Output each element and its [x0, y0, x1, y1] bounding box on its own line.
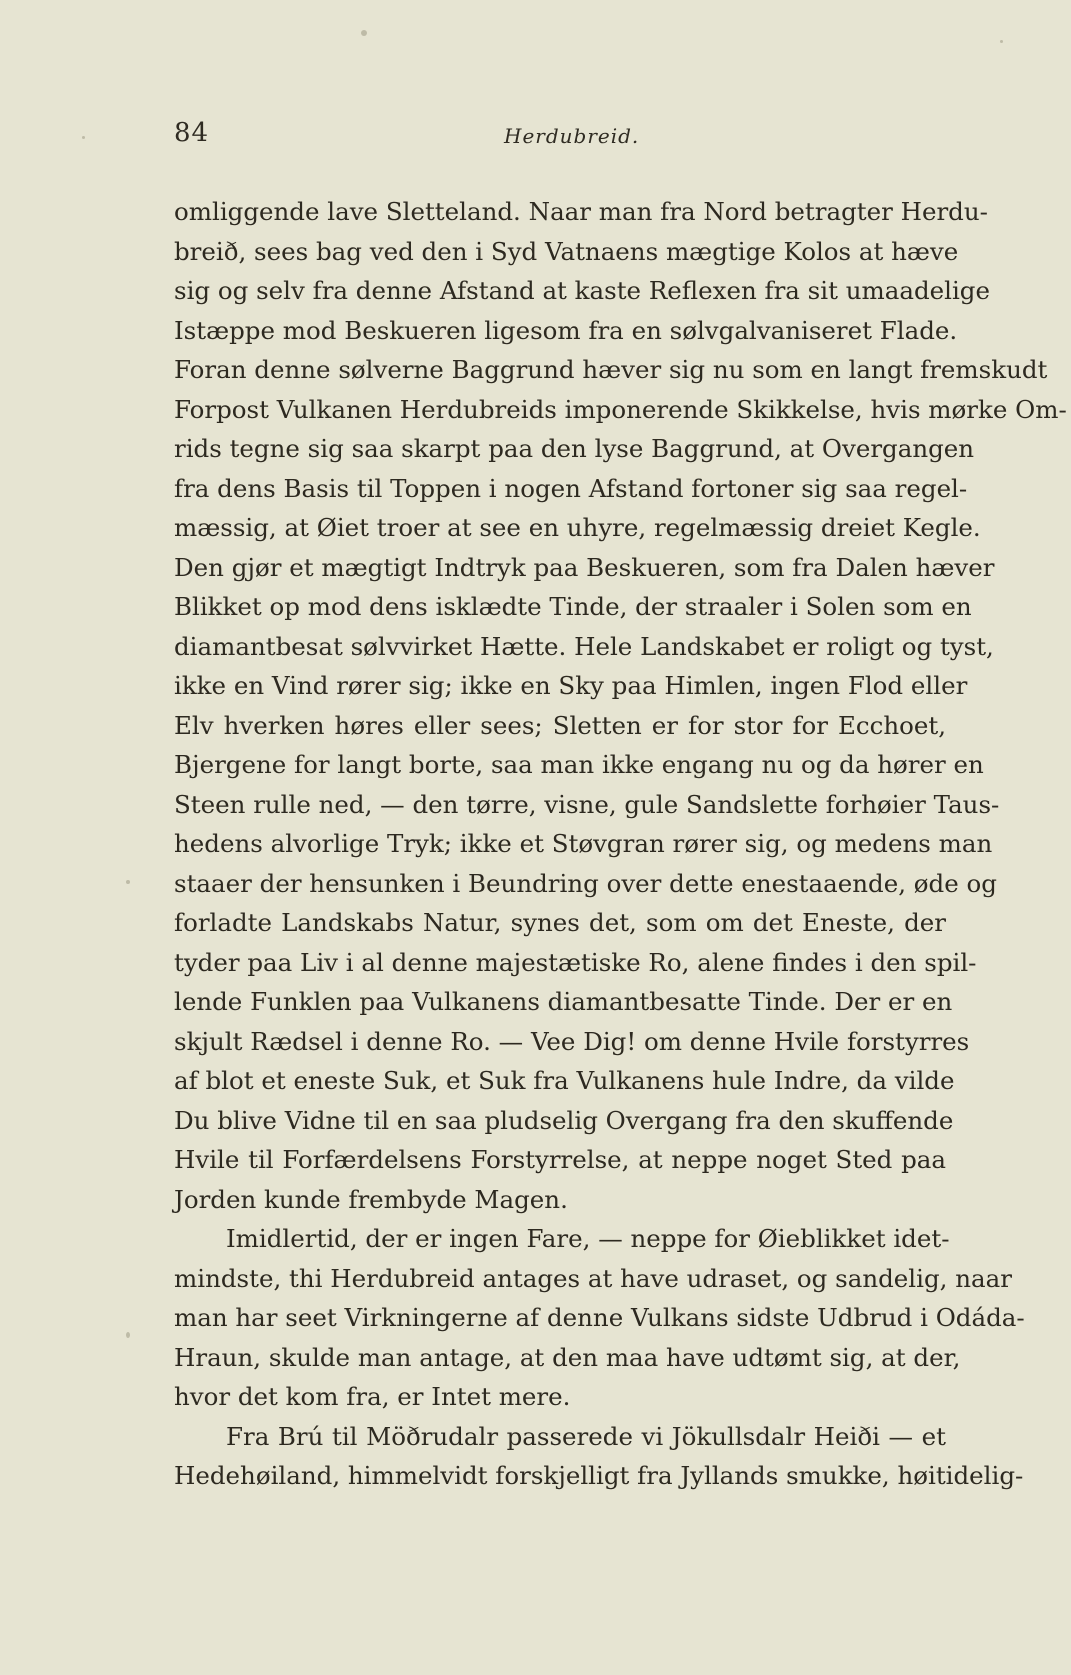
text-line: Elv hverken høres eller sees; Sletten er for stor for Ecchoet,	[174, 710, 946, 740]
text-line: Foran denne sølverne Baggrund hæver sig nu som en langt fremskudt	[174, 355, 1048, 384]
text-line: tyder paa Liv i al denne majestætiske Ro, alene findes i den spil-	[174, 947, 977, 977]
text-line: Hedehøiland, himmelvidt forskjelligt fra Jyllands smukke, høitidelig-	[174, 1461, 1024, 1490]
paper-spot	[126, 1332, 130, 1338]
text-line: rids tegne sig saa skarpt paa den lyse Baggrund, at Overgangen	[174, 434, 975, 463]
text-line: fra dens Basis til Toppen i nogen Afstand fortoner sig saa regel-	[174, 473, 968, 503]
paper-spot	[1000, 40, 1003, 43]
text-line: Du blive Vidne til en saa pludselig Overgang fra den skuffende	[174, 1105, 954, 1135]
text-line: Steen rulle ned, — den tørre, visne, gule Sandslette forhøier Taus-	[174, 789, 1000, 819]
text-line: breið, sees bag ved den i Syd Vatnaens mægtige Kolos at hæve	[174, 236, 959, 266]
text-line: Hvile til Forfærdelsens Forstyrrelse, at neppe noget Sted paa	[174, 1145, 946, 1174]
text-line: Istæppe mod Beskueren ligesom fra en sølvgalvaniseret Flade.	[174, 315, 958, 345]
text-line: skjult Rædsel i denne Ro. — Vee Dig! om denne Hvile forstyrres	[174, 1026, 970, 1056]
text-line: staaer der hensunken i Beundring over dette enestaaende, øde og	[174, 868, 997, 898]
text-line: Forpost Vulkanen Herdubreids imponerende Skikkelse, hvis mørke Om-	[174, 394, 1067, 424]
paper-spot	[82, 136, 85, 139]
paragraph-end-line: hvor det kom fra, er Intet mere.	[174, 1382, 571, 1411]
text-line: af blot et eneste Suk, et Suk fra Vulkanens hule Indre, da vilde	[174, 1066, 955, 1095]
text-line: ikke en Vind rører sig; ikke en Sky paa Himlen, ingen Flod eller	[174, 671, 968, 700]
paragraph-end-line: Jorden kunde frembyde Magen.	[174, 1184, 568, 1214]
body-text	[174, 192, 1067, 1496]
text-line: diamantbesat sølvvirket Hætte. Hele Landskabet er roligt og tyst,	[174, 631, 994, 661]
text-line: forladte Landskabs Natur, synes det, som om det Eneste, der	[174, 908, 946, 937]
text-line: Den gjør et mægtigt Indtryk paa Beskueren, som fra Dalen hæver	[174, 552, 995, 582]
text-line: mindste, thi Herdubreid antages at have udraset, og sandelig, naar	[174, 1263, 1012, 1293]
paper-spot	[126, 880, 130, 884]
running-title: Herdubreid.	[504, 124, 640, 148]
text-line: mæssig, at Øiet troer at see en uhyre, regelmæssig dreiet Kegle.	[174, 513, 981, 542]
text-line: Hraun, skulde man antage, at den maa have udtømt sig, at der,	[174, 1342, 961, 1372]
running-head	[174, 118, 946, 158]
page-number: 84	[174, 118, 210, 148]
text-line: hedens alvorlige Tryk; ikke et Støvgran rører sig, og medens man	[174, 829, 993, 858]
text-line: sig og selv fra denne Afstand at kaste Reflexen fra sit umaadelige	[174, 276, 990, 305]
text-line: Bjergene for langt borte, saa man ikke engang nu og da hører en	[174, 750, 984, 779]
text-line: Blikket op mod dens isklædte Tinde, der straaler i Solen som en	[174, 592, 972, 621]
paragraph-first-line: Imidlertid, der er ingen Fare, — neppe for Øieblikket idet-	[226, 1224, 950, 1253]
text-line: lende Funklen paa Vulkanens diamantbesatte Tinde. Der er en	[174, 987, 953, 1016]
paper-spot	[361, 30, 367, 36]
text-line: man har seet Virkningerne af denne Vulkans sidste Udbrud i Odáda-	[174, 1303, 1025, 1332]
paragraph-first-line: Fra Brú til Möðrudalr passerede vi Jökullsdalr Heiði — et	[226, 1421, 946, 1451]
text-line: omliggende lave Sletteland. Naar man fra Nord betragter Herdu-	[174, 197, 988, 226]
